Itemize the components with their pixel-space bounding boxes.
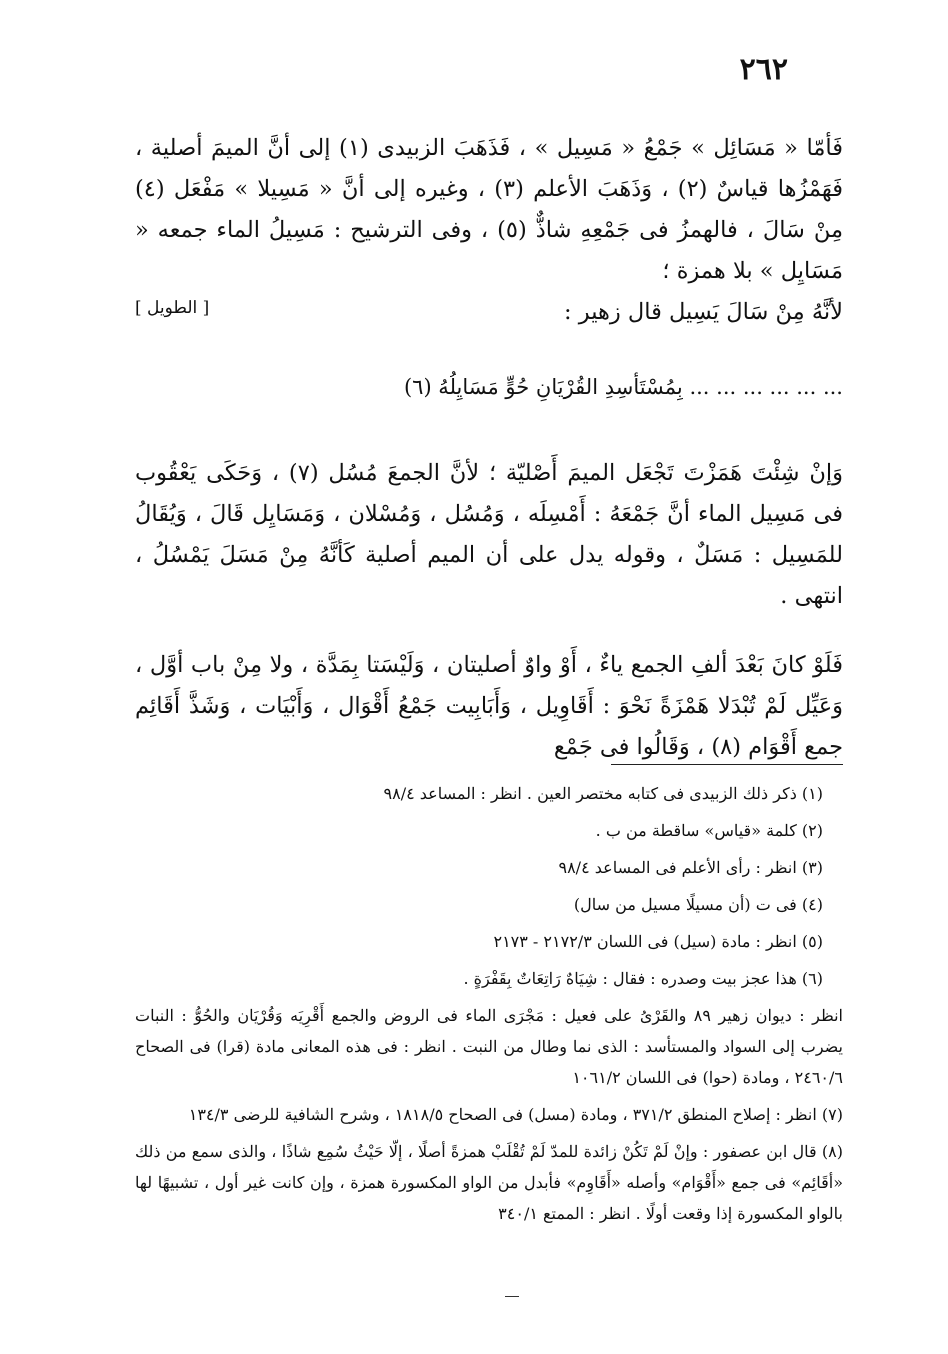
footnote-5: (٥) انظر : مادة (سيل) فى اللسان ٢١٧٢/٣ - ٢١٧٣ xyxy=(493,932,823,951)
footnote-3: (٣) انظر : رأى الأعلم فى المساعد ٩٨/٤ xyxy=(558,858,823,877)
footnote-8: (٨) قال ابن عصفور : وإنْ لَمْ تَكُنْ زائدة للمدّ لَمْ تُقْلَبْ همزةً أصلًا ، إلّا حَيْثُ سُمِع شاذًا ، والذى سمع من ذلك «أقَائِم» فى جمع «أَقْوَام» وأصله «أَقَاوِم» فأبدل من الواو المكسورة همزة ، وإن كانت غير أول ، تشبيهًا لها بالواو المكسورة إذا وقعت أولًا . انظر : الممتع ٣٤٠/١ xyxy=(135,1142,843,1223)
paragraph-1: فَأمّا « مَسَائِل » جَمْعُ « مَسِيل » ، فَذَهَبَ الزبيدى (١) إلى أنَّ الميمَ أصلية ، فَهَمْزُها قياسٌ (٢) ، وَذَهَبَ الأعلم (٣) ، وغيره إلى أنَّ « مَسِيلا » مَفْعَل (٤) مِنْ سَالَ ، فالهمزُ فى جَمْعِهِ شاذٌّ (٥) ، وفى الترشيح : مَسِيلُ الماء جمعه « مَسَايِل » بلا همزة ؛ xyxy=(135,135,844,284)
meter-label: [ الطويل ] xyxy=(135,298,210,318)
footnote-7: (٧) انظر : إصلاح المنطق ٣٧١/٢ ، ومادة (مسل) فى الصحاح ١٨١٨/٥ ، وشرح الشافية للرضى ١٣٤/٣ xyxy=(188,1105,843,1124)
verse-text: ... ... ... ... ... ... بِمُسْتَأسِدِ القُرْيَانِ حُوٍّ مَسَايِلُهُ (٦) xyxy=(403,375,843,399)
main-text xyxy=(135,128,843,768)
footnote-4: (٤) فى ت (أن مسيلًا مسيل من سال) xyxy=(573,895,823,914)
paragraph-3: فَلَوْ كانَ بَعْدَ ألفِ الجمع ياءٌ ، أَوْ واوٌ أصليتان ، وَلَيْسَتا بِمَدَّة ، ولا مِنْ باب أوَّل ، وَعَيِّل لَمْ تُبْدَلا هَمْزَةً نَحْوَ : أَقَاوِيل ، وَأَبَابِيت جَمْعُ أَقْوَال ، وَأَبْيَات ، وَشَذَّ أَقَائِم جمع أَقْوَام (٨) ، وَقَالُوا فى جَمْع xyxy=(135,652,843,760)
footnote-6-continued: انظر : ديوان زهير ٨٩ والقَرْىُ على فعيل : مَجْرَى الماء فى الروض والجمع أَقْرِيَه وَقُرْيَان والحُوُّ : النبات يضرب إلى السواد والمستأسد : الذى نما وطال من النبت . انظر : فى هذه المعانى مادة (قرا) فى الصحاح ٢٤٦٠/٦ ، ومادة (حوا) فى اللسان ١٠٦١/٢ xyxy=(135,1006,843,1087)
paragraph-2: وَإنْ شِئْتَ هَمَزْتَ تَجْعَل الميمَ أَصْليّة ؛ لأنَّ الجمعَ مُسُل (٧) ، وَحَكَى يَعْقُوب فى مَسِيل الماء أنَّ جَمْعَهُ : أَمْسِلَه ، وَمُسُل ، وَمُسْلان ، وَمَسَايِل قَالَ ، وَيُقَالُ للمَسِيل : مَسَلٌ ، وقوله يدل على أن الميم أصلية كَأنَّهُ مِنْ مَسَلَ يَمْسُلُ ، انتهى . xyxy=(135,460,843,609)
footnote-2: (٢) كلمة «قياس» ساقطة من ب . xyxy=(595,821,823,840)
verse-intro-text: لأنَّهُ مِنْ سَالَ يَسِيل قال زهير : xyxy=(564,299,843,325)
page-number: ٢٦٢ xyxy=(739,52,788,87)
footnote-1: (١) ذكر ذلك الزبيدى فى كتابه مختصر العين . انظر : المساعد ٩٨/٤ xyxy=(383,784,823,803)
verse-intro-line xyxy=(135,292,843,333)
footnotes xyxy=(135,778,843,1235)
poetry-verse xyxy=(135,369,843,405)
footnote-6: (٦) هذا عجز بيت وصدره : فقال : شِيَاهٌ رَاتِعَاتٌ بِقَفْرَةٍ . xyxy=(463,969,823,988)
bottom-mark xyxy=(505,1296,519,1297)
